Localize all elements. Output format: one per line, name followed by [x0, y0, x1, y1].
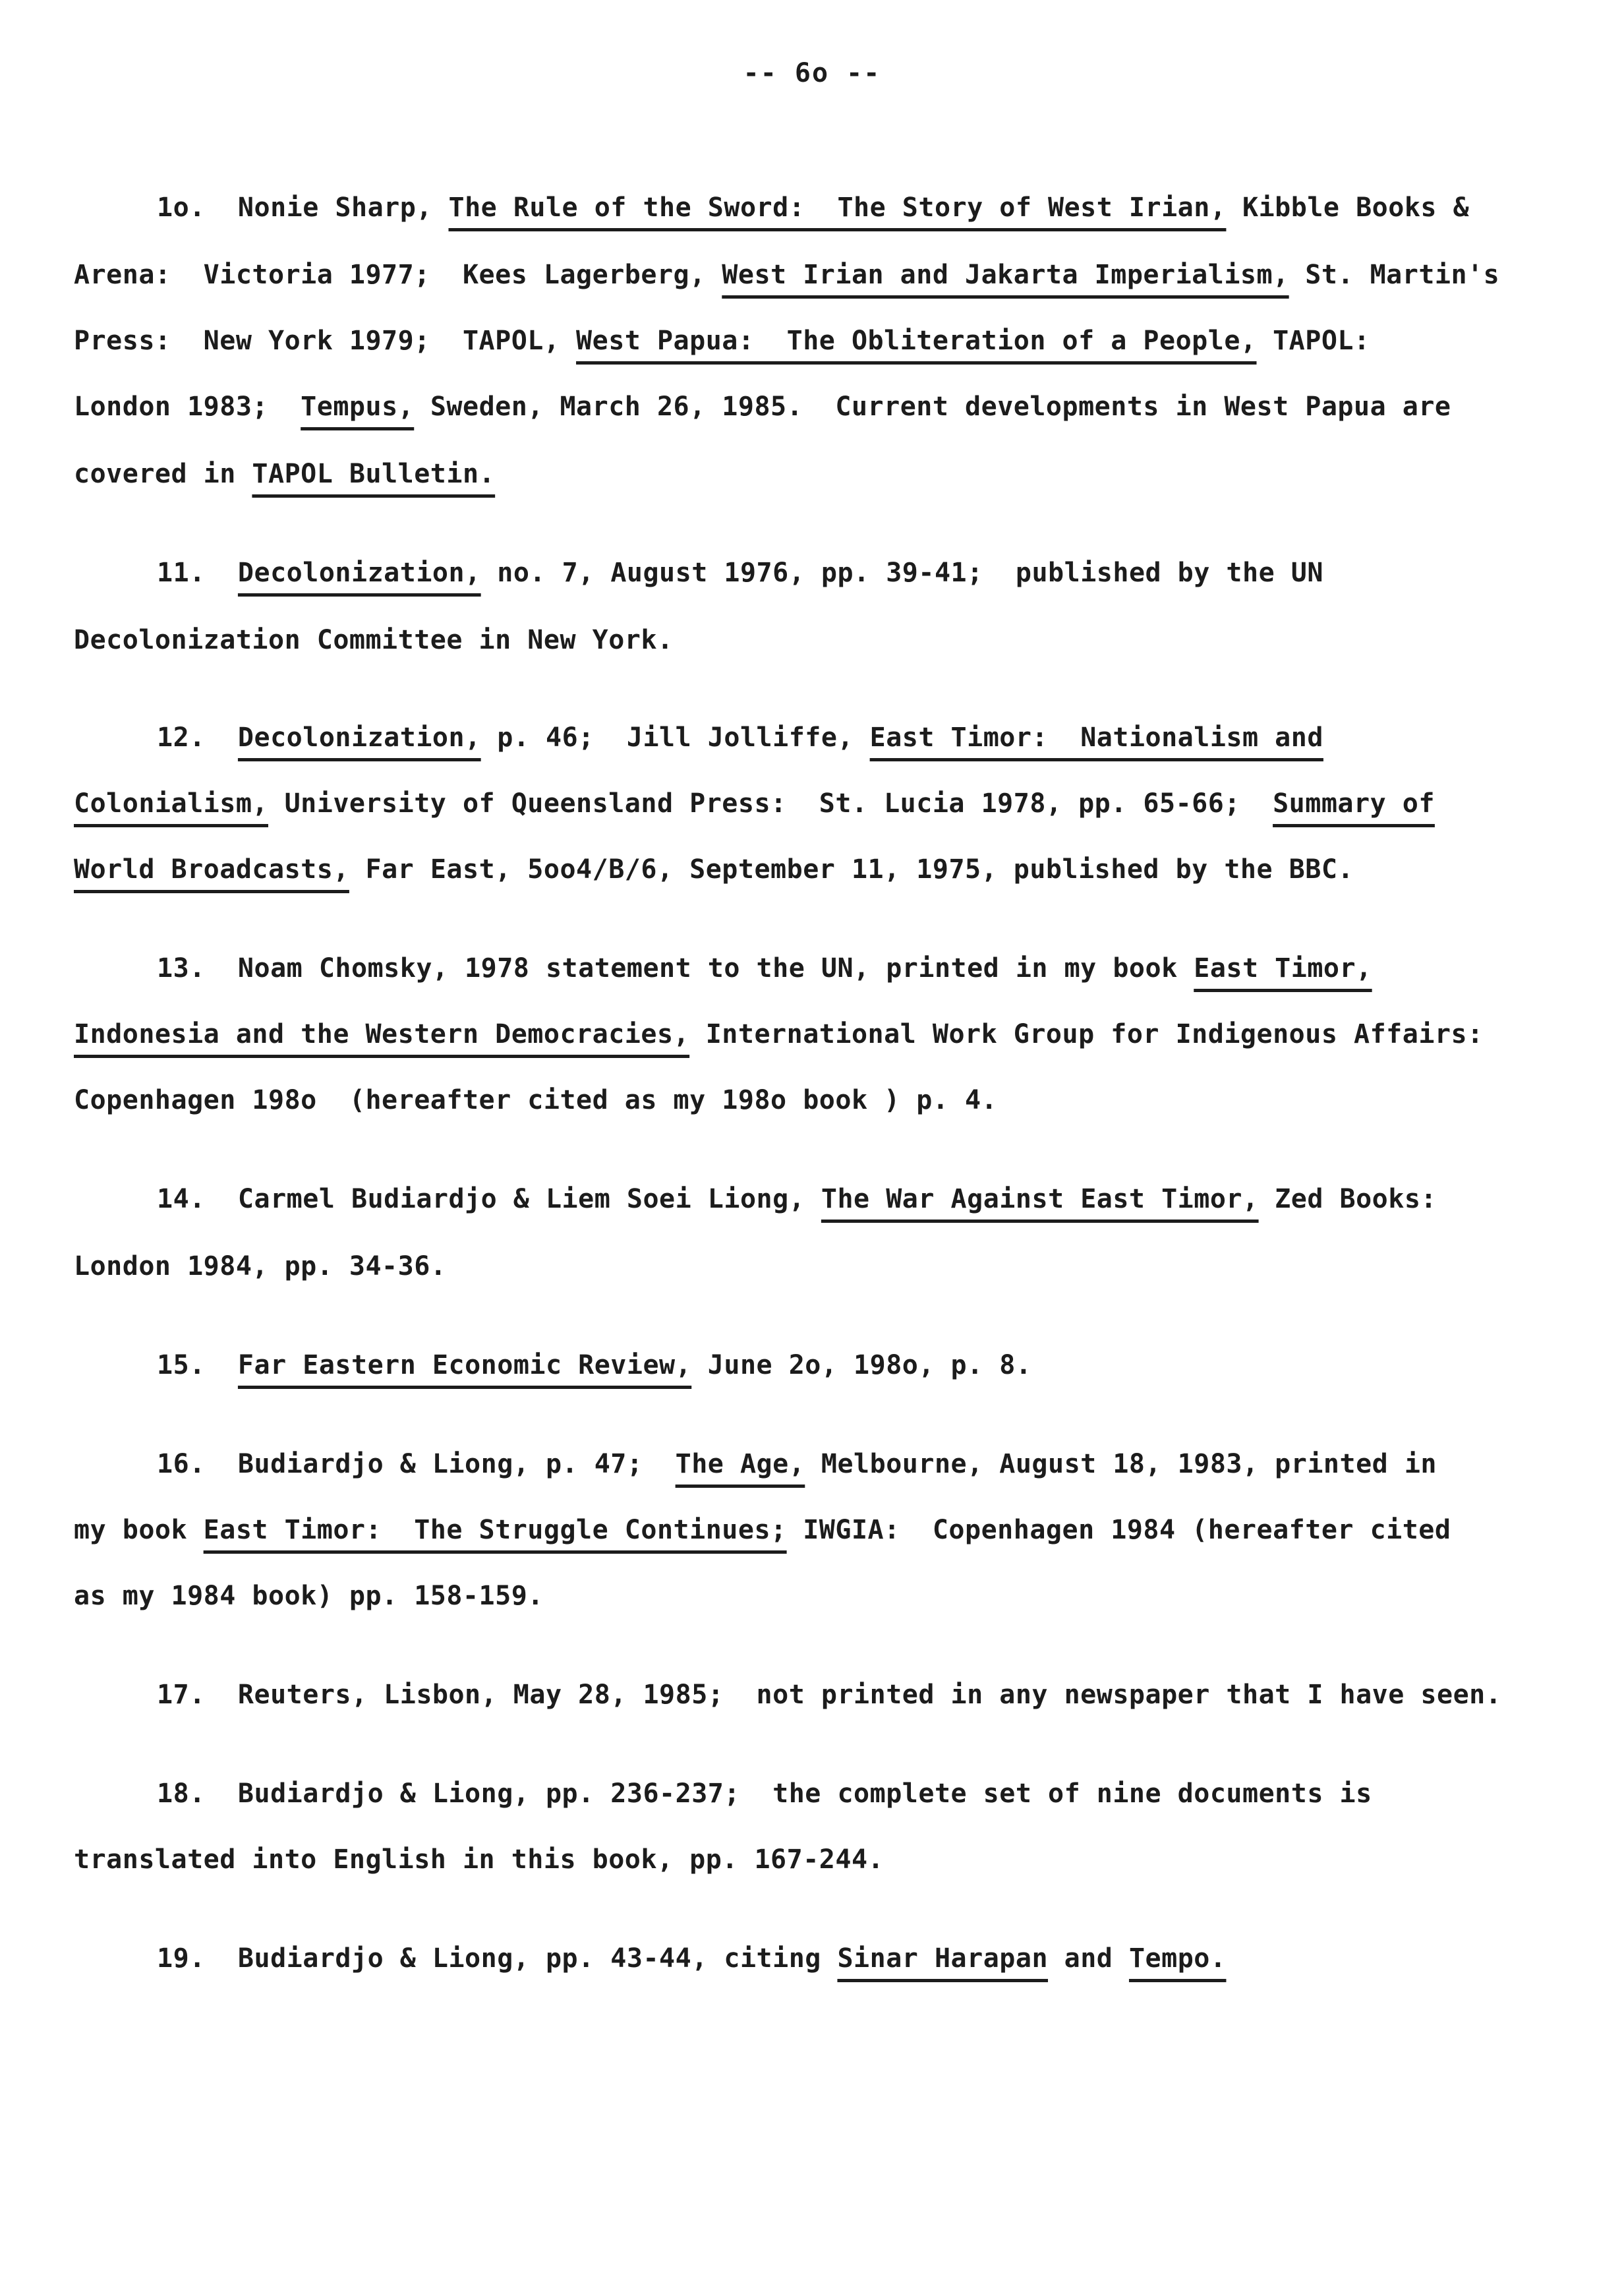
note-text: 19. Budiardjo & Liong, pp. 43-44, citing [157, 1943, 838, 1974]
note-text: Zed Books: [1258, 1184, 1437, 1214]
note-text: Decolonization Committee in New York. [74, 625, 674, 655]
note-text: Sweden, March 26, 1985. Current developments in West Papua are [414, 392, 1451, 422]
endnote-13-line-3 [0, 1085, 1624, 1115]
cited-title: Indonesia and the Western Democracies, [74, 1019, 690, 1049]
note-text: 1o. Nonie Sharp, [157, 192, 449, 223]
endnote-11-line-1 [0, 558, 1624, 588]
note-text: 14. Carmel Budiardjo & Liem Soei Liong, [157, 1184, 821, 1214]
note-text: International Work Group for Indigenous Affairs: [689, 1019, 1484, 1049]
cited-title: East Timor: Nationalism and [869, 722, 1323, 753]
note-text: 16. Budiardjo & Liong, p. 47; [157, 1449, 676, 1479]
note-text: 15. [157, 1350, 238, 1380]
endnote-10-line-1 [0, 192, 1624, 223]
endnote-13-line-2 [0, 1019, 1624, 1049]
note-text: as my 1984 book) pp. 158-159. [74, 1581, 544, 1611]
endnote-12-line-1 [0, 722, 1624, 753]
cited-title: Tempus, [301, 392, 415, 422]
cited-title: West Irian and Jakarta Imperialism, [722, 260, 1289, 290]
note-text: p. 46; Jill Jolliffe, [480, 722, 870, 753]
note-text: June 2o, 198o, p. 8. [691, 1350, 1032, 1380]
endnote-13-line-1 [0, 953, 1624, 984]
note-text: Arena: Victoria 1977; Kees Lagerberg, [74, 260, 722, 290]
endnote-16-line-1 [0, 1449, 1624, 1479]
note-text: covered in [74, 459, 252, 489]
endnote-16-line-3 [0, 1581, 1624, 1611]
note-text: Press: New York 1979; TAPOL, [74, 326, 577, 356]
page-number: -- 6o -- [743, 58, 881, 88]
note-text: 12. [157, 722, 238, 753]
endnote-12-line-2 [0, 788, 1624, 819]
endnote-16-line-2 [0, 1515, 1624, 1545]
endnote-18-line-2 [0, 1844, 1624, 1875]
endnote-10-line-3 [0, 326, 1624, 356]
cited-title: Colonialism, [74, 788, 268, 819]
note-text: Copenhagen 198o (hereafter cited as my 198o book ) p. 4. [74, 1085, 998, 1115]
cited-title: World Broadcasts, [74, 854, 349, 885]
endnote-10-line-2 [0, 260, 1624, 290]
note-text: St. Martin's [1289, 260, 1500, 290]
cited-title: The Age, [675, 1449, 805, 1479]
note-text: Far East, 5oo4/B/6, September 11, 1975, published by the BBC. [349, 854, 1354, 885]
note-text: TAPOL: [1256, 326, 1370, 356]
cited-title: Tempo. [1128, 1943, 1227, 1974]
endnote-17-line-1 [0, 1680, 1624, 1710]
endnote-15-line-1 [0, 1350, 1624, 1380]
note-text: no. 7, August 1976, pp. 39-41; published by the UN [480, 558, 1323, 588]
note-text: my book [74, 1515, 204, 1545]
endnote-14-line-2 [0, 1251, 1624, 1281]
note-text: Kibble Books & [1226, 192, 1470, 223]
cited-title: Decolonization, [237, 722, 481, 753]
cited-title: Sinar Harapan [837, 1943, 1049, 1974]
endnote-11-line-2 [0, 625, 1624, 655]
cited-title: West Papua: The Obliteration of a People, [576, 326, 1257, 356]
endnote-12-line-3 [0, 854, 1624, 885]
cited-title: Decolonization, [237, 558, 481, 588]
endnote-10-line-4 [0, 392, 1624, 422]
endnote-10-line-5 [0, 459, 1624, 489]
cited-title: Far Eastern Economic Review, [237, 1350, 692, 1380]
cited-title: TAPOL Bulletin. [252, 459, 496, 489]
cited-title: East Timor, [1194, 953, 1372, 984]
note-text: London 1984, pp. 34-36. [74, 1251, 447, 1281]
note-text: and [1048, 1943, 1129, 1974]
cited-title: Summary of [1273, 788, 1435, 819]
note-text: translated into English in this book, pp. 167-244. [74, 1844, 884, 1875]
note-text: Melbourne, August 18, 1983, printed in [805, 1449, 1437, 1479]
endnote-19-line-1 [0, 1943, 1624, 1974]
note-text: IWGIA: Copenhagen 1984 (hereafter cited [786, 1515, 1451, 1545]
cited-title: East Timor: The Struggle Continues; [203, 1515, 787, 1545]
note-text: 17. Reuters, Lisbon, May 28, 1985; not printed in any newspaper that I have seen. [157, 1680, 1502, 1710]
endnote-14-line-1 [0, 1184, 1624, 1214]
cited-title: The War Against East Timor, [821, 1184, 1259, 1214]
cited-title: The Rule of the Sword: The Story of West Irian, [448, 192, 1227, 223]
note-text: 18. Budiardjo & Liong, pp. 236-237; the complete set of nine documents is [157, 1779, 1372, 1809]
endnote-18-line-1 [0, 1779, 1624, 1809]
note-text: University of Queensland Press: St. Lucia 1978, pp. 65-66; [268, 788, 1273, 819]
note-text: 11. [157, 558, 238, 588]
note-text: 13. Noam Chomsky, 1978 statement to the UN, printed in my book [157, 953, 1194, 984]
note-text: London 1983; [74, 392, 301, 422]
